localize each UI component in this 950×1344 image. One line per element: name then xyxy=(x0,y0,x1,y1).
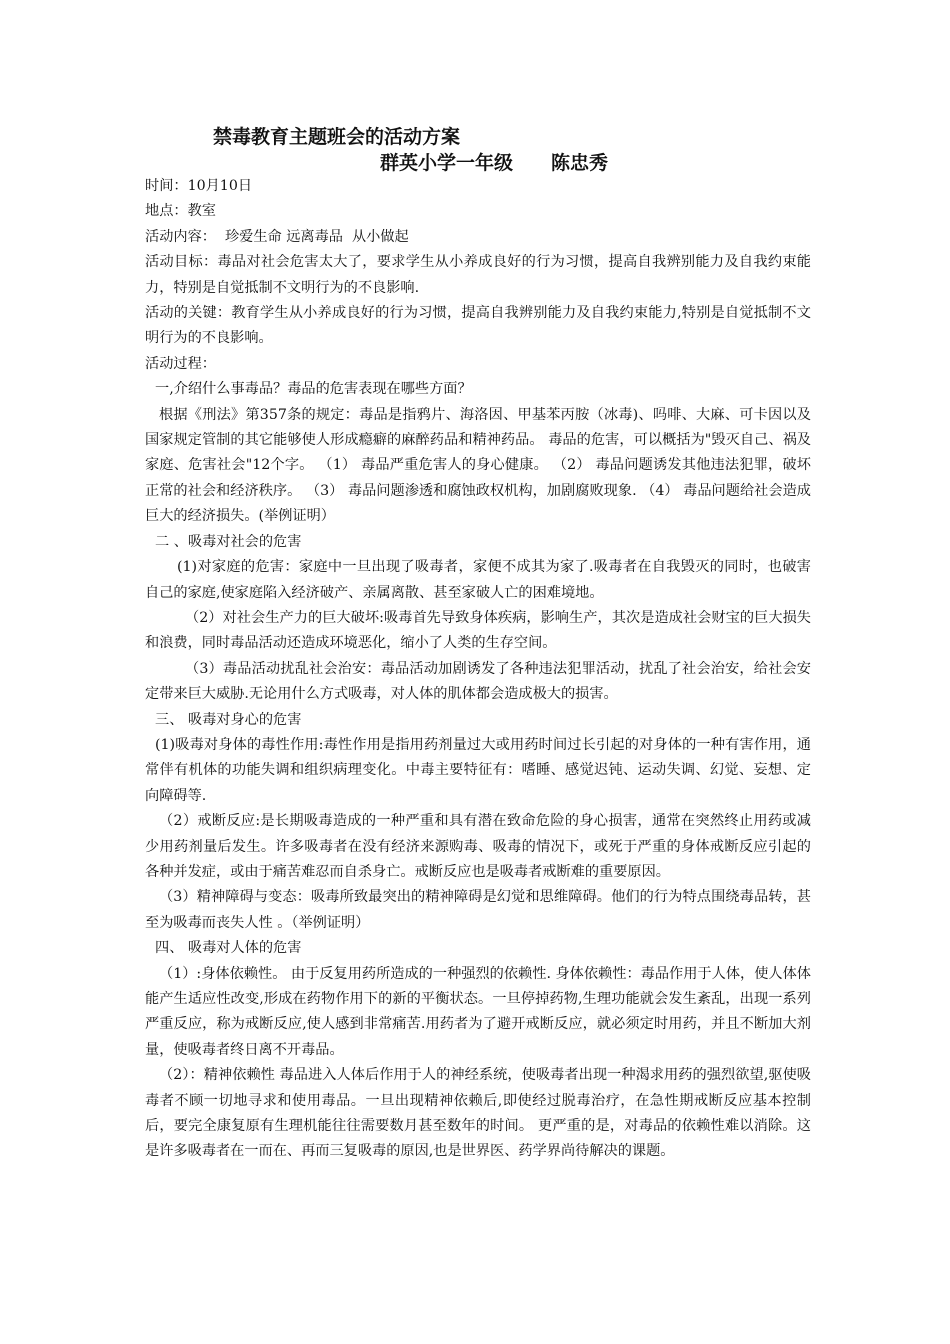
section1-heading: 一,介绍什么事毒品？毒品的危害表现在哪些方面？ xyxy=(155,381,472,398)
section4-paragraph-2: （2）：精神依赖性 毒品进入人体后作用于人的神经系统，使吸毒者出现一种渴求用药的强烈欲望,驱使吸毒者不顾一切地寻求和使用毒品。一旦出现精神依赖后,即使经过脱毒治疗，在急性期戒断反应基本控制后，要完全康复原有生理机能往往需要数月甚至数年的时间。 更严重的是，对毒品的依赖性难以消除。这是许多吸毒者在一而在、再而三复吸毒的原因,也是世界医、药学界尚待解决的课题。 xyxy=(145,1067,811,1160)
school-name: 群英小学一年级 xyxy=(380,152,514,174)
section4-heading: 四、 吸毒对人体的危害 xyxy=(155,940,302,957)
section4-paragraph-1: （1）:身体依赖性。 由于反复用药所造成的一种强烈的依赖性. 身体依赖性：毒品作用于人体，使人体体能产生适应性改变,形成在药物作用下的新的平衡状态。一旦停掉药物,生理功能就会发生紊乱，出现一系列严重反应，称为戒断反应,使人感到非常痛苦.用药者为了避开戒断反应，就必须定时用药，并且不断加大剂量，使吸毒者终日离不开毒品。 xyxy=(145,965,811,1058)
author-name: 陈忠秀 xyxy=(551,152,609,174)
section3-heading: 三、 吸毒对身心的危害 xyxy=(155,711,302,728)
activity-time: 时间：10月10日 xyxy=(145,178,253,194)
section1-text: 根据《刑法》第357条的规定：毒品是指鸦片、海洛因、甲基苯丙胺（冰毒)、吗啡、大麻、可卡因以及国家规定管制的其它能够使人形成瘾癖的麻醉药品和精神药品。 毒品的危害，可以概括为"毁灭自己、祸及家庭、危害社会"12个字。 （1） 毒品严重危害人的身心健康。 （2） 毒品问题诱发其他违法犯罪，破坏正常的社会和经济秩序。 （3） 毒品问题渗透和腐蚀政权机构，加剧腐败现象. （4） 毒品问题给社会造成巨大的经济损失。(举例证明） xyxy=(145,406,811,525)
section2-paragraph-3: （3）毒品活动扰乱社会治安：毒品活动加剧诱发了各种违法犯罪活动，扰乱了社会治安，给社会安定带来巨大威胁.无论用什么方式吸毒，对人体的肌体都会造成极大的损害。 xyxy=(145,660,811,703)
document-byline xyxy=(380,150,608,176)
document-body xyxy=(145,174,811,1165)
section3-paragraph-2: （2）戒断反应:是长期吸毒造成的一种严重和具有潜在致命危险的身心损害，通常在突然终止用药或减少用药剂量后发生。许多吸毒者在没有经济来源购毒、吸毒的情况下，或死于严重的身体戒断反应引起的各种并发症，或由于痛苦难忍而自杀身亡。戒断反应也是吸毒者戒断难的重要原因。 xyxy=(145,813,811,880)
section3-paragraph-3: （3）精神障碍与变态：吸毒所致最突出的精神障碍是幻觉和思维障碍。他们的行为特点围绕毒品转，甚至为吸毒而丧失人性 。（举例证明） xyxy=(145,889,811,931)
activity-content: 活动内容： 珍爱生命 远离毒品 从小做起 xyxy=(145,228,409,245)
activity-place: 地点：教室 xyxy=(145,203,216,220)
section2-paragraph-1: (1)对家庭的危害：家庭中一旦出现了吸毒者，家便不成其为家了.吸毒者在自我毁灭的同时，也破害自己的家庭,使家庭陷入经济破产、亲属离散、甚至家破人亡的困难境地。 xyxy=(145,559,811,601)
activity-process-label: 活动过程： xyxy=(145,355,216,372)
activity-key: 活动的关键：教育学生从小养成良好的行为习惯，提高自我辨别能力及自我约束能力,特别是自觉抵制不文明行为的不良影响。 xyxy=(145,305,811,347)
section2-heading: 二 、吸毒对社会的危害 xyxy=(155,533,302,550)
activity-goal: 活动目标：毒品对社会危害太大了，要求学生从小养成良好的行为习惯，提高自我辨别能力及自我约束能力，特别是自觉抵制不文明行为的不良影响. xyxy=(145,254,811,296)
section2-paragraph-2: （2）对社会生产力的巨大破坏:吸毒首先导致身体疾病，影响生产，其次是造成社会财宝的巨大损失和浪费，同时毒品活动还造成环境恶化，缩小了人类的生存空间。 xyxy=(145,609,811,652)
section3-paragraph-1: (1)吸毒对身体的毒性作用:毒性作用是指用药剂量过大或用药时间过长引起的对身体的一种有害作用，通常伴有机体的功能失调和组织病理变化。中毒主要特征有：嗜睡、感觉迟钝、运动失调、幻觉、妄想、定向障碍等. xyxy=(145,736,811,804)
document-title: 禁毒教育主题班会的活动方案 xyxy=(213,126,461,148)
